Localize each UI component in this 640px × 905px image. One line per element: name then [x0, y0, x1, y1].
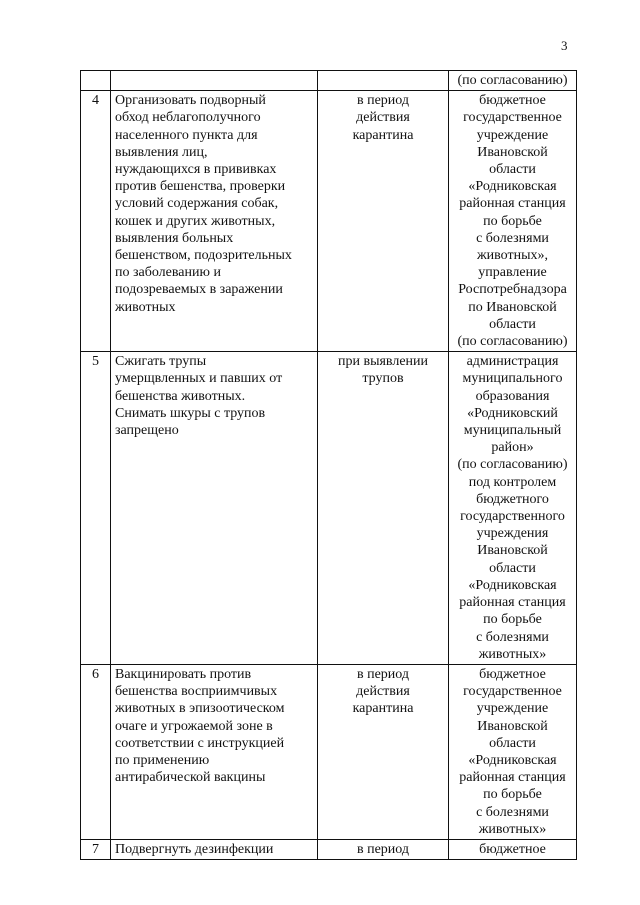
responsible-line: «Родниковская: [468, 179, 557, 195]
responsible-line: с болезнями: [476, 629, 549, 645]
row-number: 4: [92, 93, 99, 109]
responsible-line: по борьбе: [483, 213, 542, 229]
term-line: в период: [356, 841, 410, 857]
responsible-line: государственное: [463, 110, 562, 126]
action-line: соответствии с инструкцией: [115, 735, 285, 751]
responsible-line: (по согласованию): [457, 73, 568, 88]
responsible-line: государственное: [463, 684, 562, 700]
row-number: 5: [92, 354, 99, 370]
responsible-line: образования: [475, 388, 550, 404]
responsible-line: (по согласованию): [457, 334, 568, 350]
responsible-line: районная станция: [459, 196, 566, 212]
row-number-cell: [81, 352, 111, 665]
table-row: [81, 91, 577, 352]
responsible-line: с болезнями: [476, 804, 549, 820]
responsible-line: по борьбе: [483, 787, 542, 803]
responsible-line: «Родниковская: [468, 577, 557, 593]
responsible-cell: [449, 352, 577, 665]
responsible-line: Роспотребнадзора: [458, 282, 567, 298]
responsible-line: животных»: [478, 821, 547, 837]
responsible-cell: [449, 91, 577, 352]
row-number-cell: [81, 91, 111, 352]
action-line: умерщвленных и павших от: [115, 371, 283, 387]
action-line: очаге и угрожаемой зоне в: [115, 718, 273, 734]
term-line: трупов: [362, 371, 404, 387]
action-line: антирабической вакцины: [115, 770, 266, 786]
term-line: в период: [356, 93, 410, 109]
action-line: Подвергнуть дезинфекции: [115, 841, 274, 857]
action-line: выявления больных: [115, 230, 234, 246]
row-number-cell: [81, 71, 111, 91]
term-line: при выявлении: [337, 354, 429, 370]
term-line: в период: [356, 666, 410, 682]
action-line: Снимать шкуры с трупов: [115, 405, 266, 421]
action-cell: [111, 91, 318, 352]
responsible-line: районная станция: [459, 770, 566, 786]
responsible-line: учреждение: [476, 701, 549, 717]
responsible-line: (по согласованию): [457, 457, 568, 473]
responsible-line: бюджетного: [476, 491, 549, 507]
term-cell: [318, 839, 449, 859]
row-number-cell: [81, 839, 111, 859]
row-number: 7: [92, 841, 99, 857]
responsible-line: «Родниковская: [468, 752, 557, 768]
term-cell: [318, 71, 449, 91]
measures-table-body: [81, 71, 577, 860]
responsible-line: животных»,: [476, 248, 548, 264]
responsible-line: учреждение: [476, 127, 549, 143]
action-line: животных: [115, 299, 176, 315]
action-line: Организовать подворный: [115, 93, 266, 109]
measures-table: [80, 70, 577, 860]
responsible-line: бюджетное: [479, 93, 546, 109]
action-line: кошек и других животных,: [115, 213, 276, 229]
responsible-line: бюджетное: [479, 841, 546, 857]
responsible-line: по борьбе: [483, 612, 542, 628]
responsible-line: под контролем: [468, 474, 557, 490]
term-line: действия: [356, 684, 410, 700]
action-line: выявления лиц,: [115, 144, 208, 160]
responsible-line: области: [489, 560, 536, 576]
action-line: условий содержания собак,: [115, 196, 279, 212]
action-line: бешенства животных.: [115, 388, 246, 404]
table-row: [81, 839, 577, 859]
action-cell: [111, 71, 318, 91]
action-cell: [111, 352, 318, 665]
responsible-line: бюджетное: [479, 666, 546, 682]
table-row: [81, 352, 577, 665]
responsible-line: «Родниковский: [467, 405, 558, 421]
responsible-line: государственного: [460, 509, 565, 525]
responsible-line: области: [489, 162, 536, 178]
term-cell: [318, 664, 449, 839]
action-line: бешенства восприимчивых: [115, 684, 278, 700]
row-number-cell: [81, 664, 111, 839]
responsible-line: по Ивановской: [468, 299, 557, 315]
responsible-line: муниципального: [462, 371, 563, 387]
responsible-cell: [449, 71, 577, 91]
page-number: 3: [561, 38, 568, 53]
row-number: 6: [92, 666, 99, 682]
responsible-line: Ивановской: [477, 543, 548, 559]
action-line: животных в эпизоотическом: [115, 701, 285, 717]
responsible-line: администрация: [466, 354, 559, 370]
action-line: по применению: [115, 752, 210, 768]
responsible-line: области: [489, 316, 536, 332]
term-line: действия: [356, 110, 410, 126]
action-cell: [111, 664, 318, 839]
term-line: карантина: [352, 701, 414, 717]
action-line: населенного пункта для: [115, 127, 258, 143]
action-line: нуждающихся в прививках: [115, 162, 277, 178]
responsible-cell: [449, 664, 577, 839]
term-cell: [318, 91, 449, 352]
action-line: Вакцинировать против: [115, 666, 252, 682]
responsible-line: области: [489, 735, 536, 751]
action-line: Сжигать трупы: [115, 354, 207, 370]
responsible-line: районная станция: [459, 595, 566, 611]
responsible-cell: [449, 839, 577, 859]
action-line: против бешенства, проверки: [115, 179, 286, 195]
action-line: запрещено: [115, 423, 179, 439]
responsible-line: Ивановской: [477, 718, 548, 734]
action-line: обход неблагополучного: [115, 110, 261, 126]
table-row: [81, 664, 577, 839]
responsible-line: район»: [491, 440, 534, 456]
responsible-line: Ивановской: [477, 144, 548, 160]
term-line: карантина: [352, 127, 414, 143]
action-line: подозреваемых в заражении: [115, 282, 283, 298]
responsible-line: животных»: [478, 646, 547, 662]
term-cell: [318, 352, 449, 665]
table-row: [81, 71, 577, 91]
action-line: бешенством, подозрительных: [115, 248, 292, 264]
action-line: по заболеванию и: [115, 265, 221, 281]
responsible-line: с болезнями: [476, 230, 549, 246]
responsible-line: управление: [478, 265, 547, 281]
responsible-line: учреждения: [476, 526, 549, 542]
action-cell: [111, 839, 318, 859]
responsible-line: муниципальный: [463, 423, 562, 439]
